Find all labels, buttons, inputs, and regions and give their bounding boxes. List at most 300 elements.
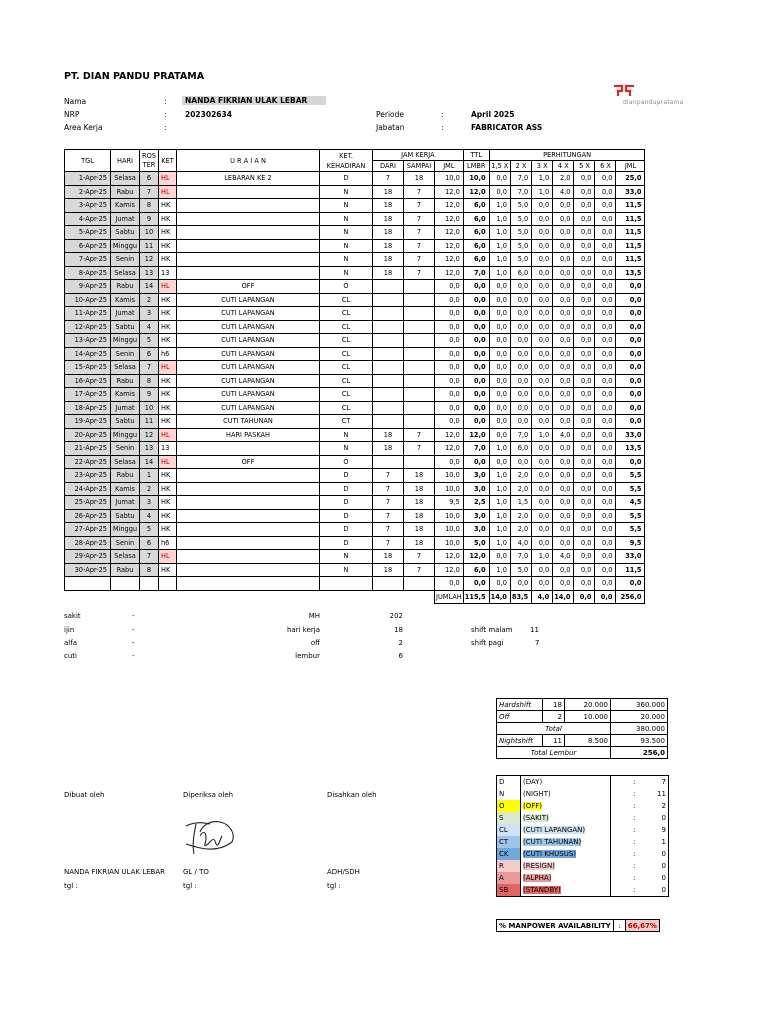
cell-x15: 0,0 [489,280,510,294]
cell-total: 11,5 [616,199,645,213]
cell-dari: 7 [373,469,404,483]
cell-ket: HK [159,509,177,523]
cell-hari [111,577,140,591]
cell-dari [373,307,404,321]
cell-hari: Rabu [111,280,140,294]
company-name: PT. DIAN PANDU PRATAMA [64,71,205,82]
cell-x5: 0,0 [574,523,595,537]
cell-kehadiran: CL [320,374,373,388]
cell-roster: 14 [140,455,159,469]
table-row [65,347,645,361]
cell-uraian [177,266,320,280]
cell-x5: 0,0 [574,212,595,226]
cell-tgl: 24-Apr-25 [65,482,111,496]
shift-malam-label: shift malam [471,626,513,634]
cell-sampai: 18 [404,469,435,483]
cell-sampai [404,374,435,388]
cell-hari: Rabu [111,563,140,577]
cell-ket: HL [159,280,177,294]
cell-tgl: 16-Apr-25 [65,374,111,388]
cell-hari: Rabu [111,374,140,388]
cell-total: 0,0 [616,388,645,402]
cell-ket: HL [159,185,177,199]
cell-roster: 3 [140,307,159,321]
legend-value [611,836,669,848]
cell-sampai [404,320,435,334]
cell-uraian [177,253,320,267]
cell-uraian [177,469,320,483]
table-row [65,361,645,375]
cell-lmbr: 6,0 [463,199,489,213]
cell-ket: HK [159,293,177,307]
cell-x3: 0,0 [532,307,553,321]
cell-x4: 0,0 [553,455,574,469]
cell-dari: 18 [373,239,404,253]
cell-x3: 0,0 [532,536,553,550]
cell-x15: 1,0 [489,509,510,523]
cell-tgl: 18-Apr-25 [65,401,111,415]
cell-x6: 0,0 [595,226,616,240]
cell-jml: 9,5 [435,496,464,510]
legend-count: 2 [661,802,666,810]
cell-jml: 12,0 [435,442,464,456]
cell-x6: 0,0 [595,428,616,442]
cell-lmbr: 12,0 [463,428,489,442]
cell-ket: HL [159,361,177,375]
table-row [65,536,645,550]
cell-x15: 0,0 [489,347,510,361]
cell-ket: h6 [159,536,177,550]
cell-x15: 0,0 [489,293,510,307]
cell-x2: 0,0 [510,401,531,415]
cell-x6: 0,0 [595,509,616,523]
cell-uraian [177,577,320,591]
cell-total: 11,5 [616,563,645,577]
cell-dari: 18 [373,442,404,456]
cell-tgl: 19-Apr-25 [65,415,111,429]
total-lembur-value: 256,0 [611,747,668,759]
disahkan-oleh: Disahkan oleh [327,791,377,799]
cell-uraian: CUTI LAPANGAN [177,293,320,307]
cell-jml: 12,0 [435,226,464,240]
cell-total: 5,5 [616,523,645,537]
cell-jml: 0,0 [435,577,464,591]
legend-count: 11 [657,790,666,798]
cell-jml: 0,0 [435,388,464,402]
cell-total: 0,0 [616,415,645,429]
cell-uraian: HARI PASKAH [177,428,320,442]
legend-colon: : [633,826,636,834]
cell-roster: 11 [140,239,159,253]
cell-kehadiran [320,577,373,591]
table-row [65,469,645,483]
cell-x3: 0,0 [532,320,553,334]
cell-x6: 0,0 [595,239,616,253]
cell-total: 0,0 [616,320,645,334]
cell-roster: 7 [140,185,159,199]
jabatan-value: FABRICATOR ASS [471,123,543,132]
cell-tgl: 22-Apr-25 [65,455,111,469]
cell-x3: 0,0 [532,280,553,294]
cell-uraian [177,536,320,550]
legend-count: 0 [661,814,666,822]
table-row [65,523,645,537]
cell-x5: 0,0 [574,428,595,442]
cell-roster: 9 [140,388,159,402]
cell-lmbr: 6,0 [463,239,489,253]
table-row [65,442,645,456]
colon: : [441,123,444,132]
off-label: Off [497,711,543,723]
manpower-value: 66,67% [625,920,659,932]
legend-row [497,884,669,897]
cell-lmbr: 0,0 [463,293,489,307]
cell-x5: 0,0 [574,442,595,456]
area-label: Area Kerja [64,123,103,132]
signature-image [180,814,238,858]
off-row [497,711,668,723]
manpower-colon: : [613,920,625,932]
cell-jml: 12,0 [435,185,464,199]
total-row [497,723,668,735]
cell-x15: 1,0 [489,199,510,213]
cell-dari [373,374,404,388]
cell-x3: 0,0 [532,442,553,456]
table-row [65,253,645,267]
cell-x6: 0,0 [595,482,616,496]
cell-roster: 4 [140,320,159,334]
cell-x15: 0,0 [489,307,510,321]
legend-value [611,776,669,789]
cell-kehadiran: N [320,185,373,199]
cell-uraian: CUTI TAHUNAN [177,415,320,429]
cell-hari: Sabtu [111,509,140,523]
signer3-name: ADH/SDH [327,868,360,876]
cell-hari: Jumat [111,307,140,321]
cell-roster: 8 [140,563,159,577]
cell-ket: HK [159,320,177,334]
cell-x15: 0,0 [489,577,510,591]
cell-x6: 0,0 [595,293,616,307]
legend-count: 0 [661,886,666,894]
cell-uraian: OFF [177,280,320,294]
colon: : [164,97,167,106]
legend-colon: : [633,790,636,798]
cell-x6: 0,0 [595,469,616,483]
alfa-label: alfa [64,639,77,647]
table-row [65,428,645,442]
cell-x15: 1,0 [489,563,510,577]
cell-hari: Rabu [111,469,140,483]
cell-lmbr: 0,0 [463,347,489,361]
cell-total: 0,0 [616,280,645,294]
off-label: off [310,639,320,647]
cell-sampai: 18 [404,172,435,186]
cell-x3: 0,0 [532,469,553,483]
cell-total: 33,0 [616,185,645,199]
cell-dari: 18 [373,428,404,442]
cell-kehadiran: D [320,536,373,550]
cell-lmbr: 0,0 [463,455,489,469]
total-lmbr: 115,5 [463,590,489,604]
cell-x15: 1,0 [489,536,510,550]
legend-row [497,848,669,860]
cell-x6: 0,0 [595,496,616,510]
cell-dari: 18 [373,185,404,199]
cell-ket: HK [159,212,177,226]
cell-dari: 18 [373,212,404,226]
cell-x4: 0,0 [553,239,574,253]
legend-count: 1 [661,838,666,846]
cell-x4: 0,0 [553,415,574,429]
legend-row [497,872,669,884]
cell-x4: 0,0 [553,266,574,280]
company-logo [612,84,636,98]
cell-total: 5,5 [616,509,645,523]
table-row [65,550,645,564]
legend-desc-text: (CUTI LAPANGAN) [523,826,586,834]
legend-row [497,836,669,848]
col-lmbr: LMBR [463,161,489,172]
cell-sampai: 18 [404,482,435,496]
cell-x3: 0,0 [532,577,553,591]
cell-total: 5,5 [616,469,645,483]
cell-dari: 18 [373,199,404,213]
legend-row [497,824,669,836]
cell-hari: Kamis [111,482,140,496]
table-row [65,185,645,199]
legend-row [497,860,669,872]
ijin-label: ijin [64,626,75,634]
cell-total: 0,0 [616,374,645,388]
col-hari: HARI [111,150,140,172]
cell-sampai [404,307,435,321]
cell-x4: 0,0 [553,374,574,388]
table-row [65,266,645,280]
cuti-label: cuti [64,652,77,660]
cell-roster: 12 [140,428,159,442]
off-qty: 2 [543,711,565,723]
table-row [65,226,645,240]
cell-x15: 1,0 [489,226,510,240]
cell-kehadiran: CL [320,388,373,402]
alfa-value: - [132,639,135,647]
cell-sampai: 7 [404,185,435,199]
sakit-value: - [132,612,135,620]
cell-x2: 0,0 [510,388,531,402]
cell-sampai [404,293,435,307]
cell-x3: 0,0 [532,401,553,415]
logo-text: dianpandupratama [623,99,684,106]
cell-x6: 0,0 [595,334,616,348]
cell-lmbr: 0,0 [463,361,489,375]
legend-desc-text: (RESIGN) [523,862,555,870]
cell-x15: 1,0 [489,496,510,510]
col-ket: KET [159,150,177,172]
table-row [65,199,645,213]
cell-ket: HK [159,199,177,213]
cell-dari: 18 [373,226,404,240]
total-label: Total [497,723,611,735]
legend-colon: : [633,838,636,846]
cell-kehadiran: CL [320,307,373,321]
legend-value [611,848,669,860]
cell-total: 11,5 [616,239,645,253]
col-x4: 4 X [553,161,574,172]
cell-uraian [177,563,320,577]
cell-uraian: CUTI LAPANGAN [177,347,320,361]
cell-dari [373,293,404,307]
cell-sampai: 7 [404,199,435,213]
cell-ket: HK [159,239,177,253]
col-ket-kehadiran: KET. KEHADIRAN [320,150,373,172]
cell-roster: 4 [140,509,159,523]
col-jml: JML [435,161,464,172]
cell-uraian: CUTI LAPANGAN [177,388,320,402]
cell-roster: 6 [140,536,159,550]
cell-x5: 0,0 [574,401,595,415]
shift-malam-value: 11 [530,626,539,634]
legend-colon: : [633,778,636,786]
cell-x2: 0,0 [510,374,531,388]
cell-x3: 0,0 [532,482,553,496]
cell-lmbr: 7,0 [463,442,489,456]
cell-x15: 0,0 [489,185,510,199]
legend-code: S [497,812,521,824]
cell-x15: 1,0 [489,482,510,496]
cell-hari: Selasa [111,266,140,280]
legend-row [497,776,669,789]
total-lembur-label: Total Lembur [497,747,611,759]
nightshift-amount: 93.500 [611,735,668,747]
cell-x6: 0,0 [595,253,616,267]
cell-tgl [65,577,111,591]
cell-hari: Selasa [111,455,140,469]
cell-x2: 5,0 [510,253,531,267]
cell-x15: 1,0 [489,266,510,280]
col-pjml: JML [616,161,645,172]
cell-lmbr: 0,0 [463,577,489,591]
cell-hari: Minggu [111,334,140,348]
cell-lmbr: 2,5 [463,496,489,510]
table-row [65,577,645,591]
cell-ket: HK [159,401,177,415]
cell-ket: HK [159,226,177,240]
cell-x15: 1,0 [489,253,510,267]
cell-tgl: 27-Apr-25 [65,523,111,537]
cell-x5: 0,0 [574,253,595,267]
cell-tgl: 9-Apr-25 [65,280,111,294]
cell-jml: 12,0 [435,212,464,226]
cell-x2: 5,0 [510,563,531,577]
dibuat-oleh: Dibuat oleh [64,791,105,799]
nama-label: Nama [64,97,87,106]
cell-roster: 8 [140,374,159,388]
cell-total: 4,5 [616,496,645,510]
cell-x5: 0,0 [574,307,595,321]
cell-x6: 0,0 [595,401,616,415]
cell-kehadiran: CL [320,334,373,348]
cell-ket: HL [159,455,177,469]
cell-dari [373,388,404,402]
cell-x6: 0,0 [595,563,616,577]
cell-lmbr: 0,0 [463,280,489,294]
cell-kehadiran: N [320,563,373,577]
col-dari: DARI [373,161,404,172]
table-row [65,388,645,402]
cell-hari: Kamis [111,388,140,402]
cell-x6: 0,0 [595,266,616,280]
cell-roster: 1 [140,469,159,483]
col-perhitungan: PERHITUNGAN [489,150,645,161]
cell-x4: 0,0 [553,388,574,402]
cell-sampai: 7 [404,442,435,456]
table-row [65,307,645,321]
cell-x4: 0,0 [553,496,574,510]
hardshift-amount: 360.000 [611,699,668,711]
cell-x2: 4,0 [510,536,531,550]
cell-x4: 0,0 [553,442,574,456]
cell-hari: Sabtu [111,226,140,240]
cell-jml: 10,0 [435,523,464,537]
cell-hari: Kamis [111,293,140,307]
cell-tgl: 23-Apr-25 [65,469,111,483]
cell-jml: 12,0 [435,266,464,280]
cell-x3: 0,0 [532,496,553,510]
cell-roster: 10 [140,226,159,240]
cell-tgl: 13-Apr-25 [65,334,111,348]
legend-code: R [497,860,521,872]
cell-dari [373,347,404,361]
hardshift-rate: 20.000 [565,699,611,711]
table-row [65,239,645,253]
cell-x2: 2,0 [510,469,531,483]
cell-hari: Selasa [111,361,140,375]
cell-sampai [404,361,435,375]
legend-colon: : [633,874,636,882]
cell-ket: HK [159,334,177,348]
cell-lmbr: 0,0 [463,334,489,348]
cell-x5: 0,0 [574,482,595,496]
cell-tgl: 14-Apr-25 [65,347,111,361]
cell-jml: 12,0 [435,253,464,267]
cell-hari: Sabtu [111,320,140,334]
legend-value [611,860,669,872]
cell-total: 0,0 [616,347,645,361]
cell-x5: 0,0 [574,320,595,334]
cell-x2: 0,0 [510,334,531,348]
cell-dari: 18 [373,266,404,280]
cell-x5: 0,0 [574,374,595,388]
cell-x3: 1,0 [532,550,553,564]
cell-x5: 0,0 [574,199,595,213]
cell-lmbr: 0,0 [463,374,489,388]
cell-jml: 0,0 [435,320,464,334]
cell-dari: 18 [373,253,404,267]
cell-jml: 10,0 [435,536,464,550]
colon: : [164,123,167,132]
cell-sampai: 18 [404,509,435,523]
cell-uraian: LEBARAN KE 2 [177,172,320,186]
cell-x6: 0,0 [595,442,616,456]
cell-hari: Senin [111,536,140,550]
legend-count: 0 [661,874,666,882]
cell-tgl: 7-Apr-25 [65,253,111,267]
cell-lmbr: 0,0 [463,320,489,334]
cell-uraian: CUTI LAPANGAN [177,320,320,334]
cell-x3: 1,0 [532,172,553,186]
cell-x4: 0,0 [553,523,574,537]
